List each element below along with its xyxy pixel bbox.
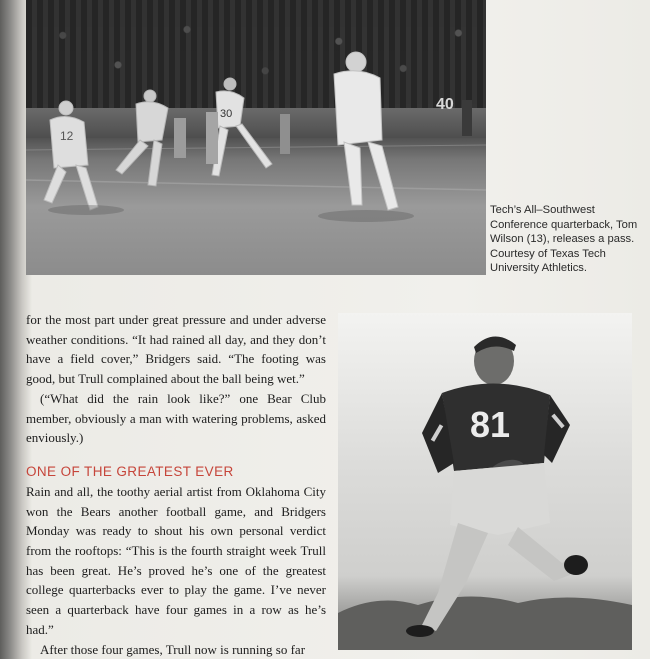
article-body xyxy=(26,310,326,659)
paragraph-3: Rain and all, the toothy aerial artist from Oklahoma City won the Bears another football game, and Bridgers Monday was ready to shout his own personal verdict from the rooftops: “This is the fourth straight week Trull has been great. He’s proved he’s one of the greatest college quarterbacks ever to play the game. I’ve never seen a quarterback have four games in a row as he’s had.” xyxy=(26,483,326,637)
football-action-photo xyxy=(26,0,486,275)
paragraph-2: (“What did the rain look like?” one Bear Club member, obviously a man with watering problems, asked enviously.) xyxy=(26,390,326,446)
section-heading: ONE OF THE GREATEST EVER xyxy=(26,463,234,479)
players-illustration xyxy=(26,0,486,275)
left-player-number: 12 xyxy=(60,129,74,143)
paragraph-1: for the most part under great pressure and under adverse weather conditions. “It had rained all day, and they don’t have a field cover,” Bridgers said. “The footing was good, but Trull complained about the ball being wet.” xyxy=(26,312,326,387)
player-portrait-photo xyxy=(338,313,632,650)
photo-caption-top: Tech’s All–Southwest Conference quarterback, Tom Wilson (13), releases a pass. Courtesy of Texas Tech University Athletics. xyxy=(490,204,638,275)
thrower-number: 30 xyxy=(220,108,233,120)
book-page xyxy=(26,0,650,657)
player-illustration xyxy=(338,313,632,650)
player-jersey-number: 81 xyxy=(470,404,511,445)
yard-sign: 40 xyxy=(436,96,454,113)
paragraph-4: After those four games, Trull now is running so far xyxy=(40,641,306,657)
